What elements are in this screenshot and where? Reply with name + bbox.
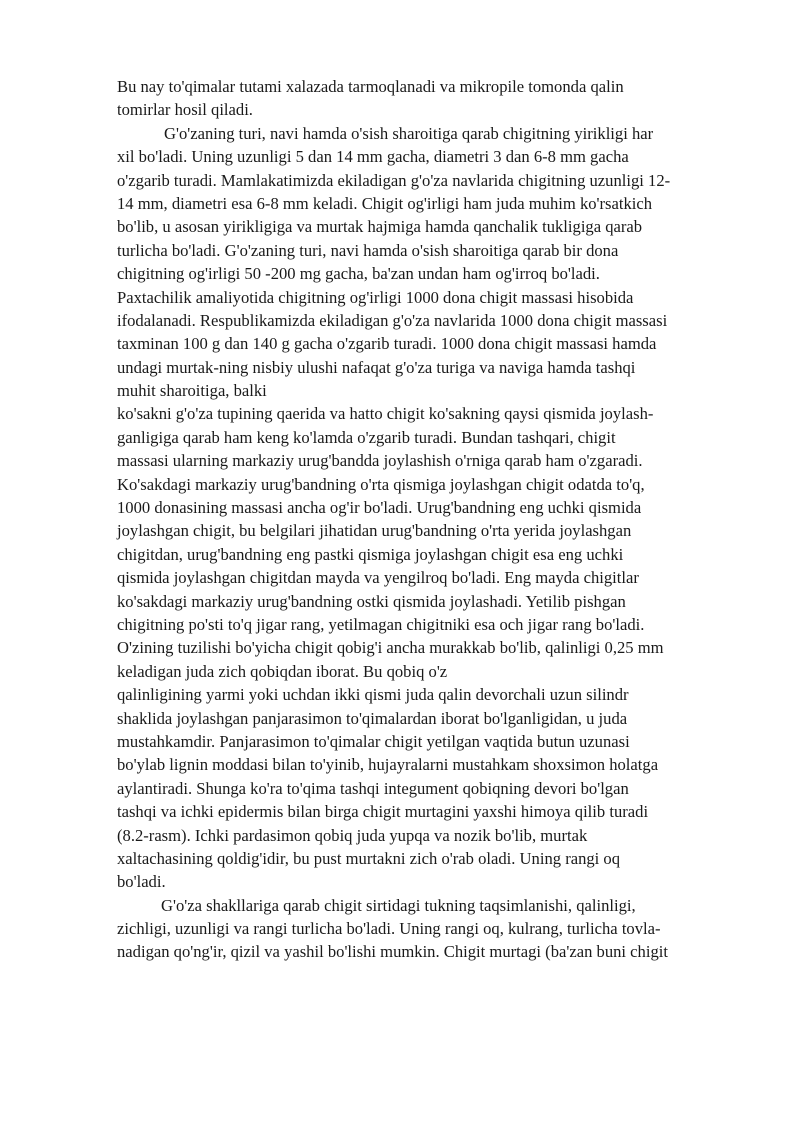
text-line: zichligi, uzunligi va rangi turlicha bo'ladi. Uning rangi oq, kulrang, turlicha tovla- (117, 919, 661, 939)
text-line: massasi ularning markaziy urug'bandda joylashish o'rniga qarab ham o'zgaradi. (117, 451, 643, 471)
text-line: xil bo'ladi. Uning uzunligi 5 dan 14 mm gacha, diametri 3 dan 6-8 mm gacha (117, 147, 629, 167)
text-line: tashqi va ichki epidermis bilan birga chigit murtagini yaxshi himoya qilib turadi (117, 802, 649, 822)
text-line: mustahkamdir. Panjarasimon to'qimalar chigit yetilgan vaqtida butun uzunasi (117, 731, 630, 751)
text-line: chigitning po'sti to'q jigar rang, yetilmagan chigitniki esa och jigar rang bo'ladi. (117, 614, 645, 634)
text-line: qalinligining yarmi yoki uchdan ikki qismi juda qalin devorchali uzun silindr (117, 685, 629, 705)
text-line: tomirlar hosil qiladi. (117, 100, 253, 120)
text-line: chigitdan, urug'bandning eng pastki qismiga joylashgan chigit esa eng uchki (117, 544, 624, 564)
text-line: bo'ladi. (117, 872, 166, 892)
text-line: aylantiradi. Shunga ko'ra to'qima tashqi integument qobiqning devori bo'lgan (117, 778, 629, 798)
text-line: turlicha bo'ladi. G'o'zaning turi, navi hamda o'sish sharoitiga qarab bir dona (117, 240, 619, 260)
text-line: Paxtachilik amaliyotida chigitning og'irligi 1000 dona chigit massasi hisobida (117, 287, 634, 307)
text-line: O'zining tuzilishi bo'yicha chigit qobig'i ancha murakkab bo'lib, qalinligi 0,25 mm (117, 638, 664, 658)
text-line: xaltachasining qoldig'idir, bu pust murtakni zich o'rab oladi. Uning rangi oq (117, 848, 621, 868)
text-line: ko'sakni g'o'za tupining qaerida va hatto chigit ko'sakning qaysi qismida joylash- (117, 404, 654, 424)
text-line: G'o'zaning turi, navi hamda o'sish sharoitiga qarab chigitning yirikligi har (164, 123, 654, 143)
text-line: chigitning og'irligi 50 -200 mg gacha, ba'zan undan ham og'irroq bo'ladi. (117, 264, 600, 284)
text-line: muhit sharoitiga, balki (117, 381, 267, 401)
text-line: (8.2-rasm). Ichki pardasimon qobiq juda yupqa va nozik bo'lib, murtak (117, 825, 588, 845)
text-line: bo'lib, u asosan yirikligiga va murtak hajmiga hamda qanchalik tukligiga qarab (117, 217, 643, 237)
text-line: ko'sakdagi markaziy urug'bandning ostki qismida joylashadi. Yetilib pishgan (117, 591, 626, 611)
text-line: ifodalanadi. Respublikamizda ekiladigan g'o'za navlarida 1000 dona chigit massasi (117, 310, 668, 330)
document-page (117, 75, 747, 964)
text-line: shaklida joylashgan panjarasimon to'qimalardan iborat bo'lganligidan, u juda (117, 708, 628, 728)
text-line: Ko'sakdagi markaziy urug'bandning o'rta qismiga joylashgan chigit odatda to'q, (117, 474, 645, 494)
text-line: ganligiga qarab ham keng ko'lamda o'zgarib turadi. Bundan tashqari, chigit (117, 427, 616, 447)
text-line: 1000 donasining massasi ancha og'ir bo'ladi. Urug'bandning eng uchki qismida (117, 498, 642, 518)
text-line: joylashgan chigit, bu belgilari jihatidan urug'bandning o'rta yerida joylashgan (117, 521, 632, 541)
text-line: nadigan qo'ng'ir, qizil va yashil bo'lishi mumkin. Chigit murtagi (ba'zan buni chigit (117, 942, 668, 962)
text-line: keladigan juda zich qobiqdan iborat. Bu qobiq o'z (117, 661, 448, 681)
text-line: 14 mm, diametri esa 6-8 mm keladi. Chigit og'irligi ham juda muhim ko'rsatkich (117, 193, 653, 213)
text-line: Bu nay to'qimalar tutami xalazada tarmoqlanadi va mikropile tomonda qalin (117, 77, 624, 96)
text-line: taxminan 100 g dan 140 g gacha o'zgarib turadi. 1000 dona chigit massasi hamda (117, 334, 657, 354)
text-line: bo'ylab lignin moddasi bilan to'yinib, hujayralarni mustahkam shoxsimon holatga (117, 755, 659, 775)
text-line: o'zgarib turadi. Mamlakatimizda ekiladigan g'o'za navlarida chigitning uzunligi 12- (117, 170, 671, 190)
text-line: qismida joylashgan chigitdan mayda va yengilroq bo'ladi. Eng mayda chigitlar (117, 568, 639, 588)
text-line: undagi murtak-ning nisbiy ulushi nafaqat g'o'za turiga va naviga hamda tashqi (117, 357, 636, 377)
text-line: G'o'za shakllariga qarab chigit sirtidagi tukning taqsimlanishi, qalinligi, (161, 895, 636, 915)
